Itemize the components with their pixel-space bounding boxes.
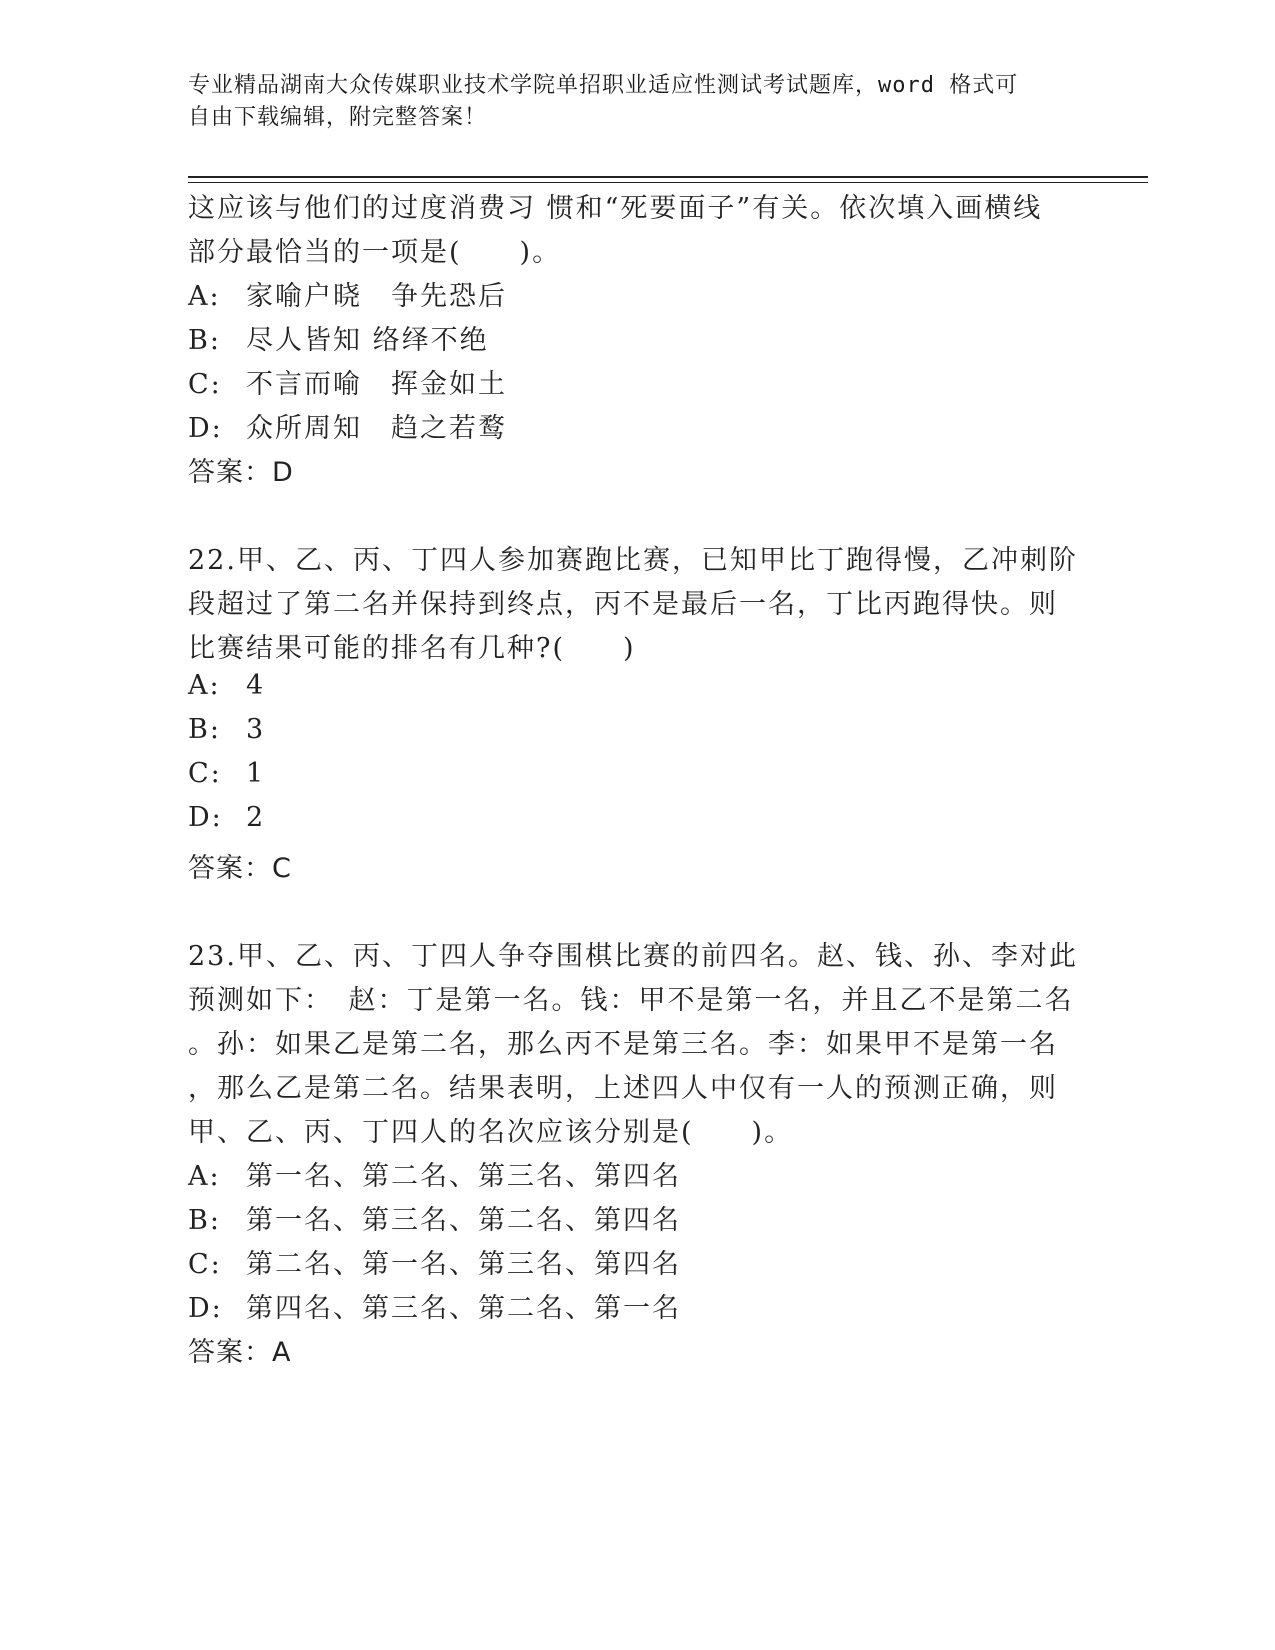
option-key: D: bbox=[188, 413, 223, 444]
option-text: 第二名、第一名、第三名、第四名 bbox=[246, 1249, 681, 1280]
option-text: 3 bbox=[246, 714, 266, 745]
q22-stem-line-3: 比赛结果可能的排名有几种?( ) bbox=[188, 633, 636, 664]
q23-option-b bbox=[188, 1198, 681, 1237]
option-key: B: bbox=[188, 1205, 221, 1236]
q23-stem-line-4: ，那么乙是第二名。结果表明，上述四人中仅有一人的预测正确，则 bbox=[188, 1073, 1058, 1104]
q22-option-d bbox=[188, 802, 265, 833]
option-text: 不言而喻 挥金如土 bbox=[246, 369, 507, 400]
q21-option-c bbox=[188, 362, 507, 401]
option-key: C: bbox=[188, 1249, 222, 1280]
q23-stem-line-1: 23.甲、乙、丙、丁四人争夺围棋比赛的前四名。赵、钱、孙、李对此 bbox=[188, 941, 1078, 972]
option-text: 第一名、第二名、第三名、第四名 bbox=[246, 1161, 681, 1192]
q23-option-a bbox=[188, 1154, 681, 1193]
option-text: 4 bbox=[246, 670, 266, 701]
option-text: 尽人皆知 络绎不绝 bbox=[246, 325, 489, 356]
q21-option-a bbox=[188, 274, 507, 313]
page-header bbox=[188, 70, 1068, 134]
option-key: D: bbox=[188, 802, 223, 833]
q23-stem-line-2: 预测如下： 赵：丁是第一名。钱：甲不是第一名，并且乙不是第二名 bbox=[188, 985, 1074, 1016]
q22-stem-line-2: 段超过了第二名并保持到终点，丙不是最后一名，丁比丙跑得快。则 bbox=[188, 589, 1058, 620]
header-divider-thick bbox=[188, 176, 1148, 178]
q22-option-b bbox=[188, 714, 265, 745]
option-key: A: bbox=[188, 281, 221, 312]
option-text: 第四名、第三名、第二名、第一名 bbox=[246, 1293, 681, 1324]
q21-option-b bbox=[188, 318, 489, 357]
q23-option-c bbox=[188, 1242, 681, 1281]
q21-answer: 答案：D bbox=[188, 457, 294, 488]
option-key: B: bbox=[188, 714, 221, 745]
q23-stem-line-3: 。孙：如果乙是第二名，那么丙不是第三名。李：如果甲不是第一名 bbox=[188, 1029, 1058, 1060]
header-line-2: 自由下载编辑，附完整答案！ bbox=[188, 105, 488, 130]
header-line-1: 专业精品湖南大众传媒职业技术学院单招职业适应性测试考试题库，word 格式可 bbox=[188, 73, 1019, 98]
option-text: 家喻户晓 争先恐后 bbox=[246, 281, 507, 312]
q23-option-d bbox=[188, 1286, 681, 1325]
option-key: D: bbox=[188, 1293, 223, 1324]
q21-stem-line-2: 部分最恰当的一项是( )。 bbox=[188, 237, 562, 268]
option-key: C: bbox=[188, 758, 222, 789]
option-text: 1 bbox=[246, 758, 266, 789]
option-text: 第一名、第三名、第二名、第四名 bbox=[246, 1205, 681, 1236]
option-text: 2 bbox=[246, 802, 266, 833]
option-key: A: bbox=[188, 670, 221, 701]
q21-stem-line-1: 这应该与他们的过度消费习 惯和“死要面子”有关。依次填入画横线 bbox=[188, 193, 1043, 224]
q22-stem-line-1: 22.甲、乙、丙、丁四人参加赛跑比赛，已知甲比丁跑得慢，乙冲刺阶 bbox=[188, 545, 1078, 576]
q22-option-c bbox=[188, 758, 265, 789]
q22-option-a bbox=[188, 670, 265, 701]
q21-option-d bbox=[188, 406, 507, 445]
q22-answer: 答案：C bbox=[188, 853, 292, 884]
q23-stem-line-5: 甲、乙、丙、丁四人的名次应该分别是( )。 bbox=[188, 1117, 794, 1148]
q23-answer: 答案：A bbox=[188, 1337, 292, 1368]
header-divider-thin bbox=[188, 182, 1148, 183]
option-key: C: bbox=[188, 369, 222, 400]
option-key: A: bbox=[188, 1161, 221, 1192]
option-text: 众所周知 趋之若鹜 bbox=[246, 413, 507, 444]
option-key: B: bbox=[188, 325, 221, 356]
